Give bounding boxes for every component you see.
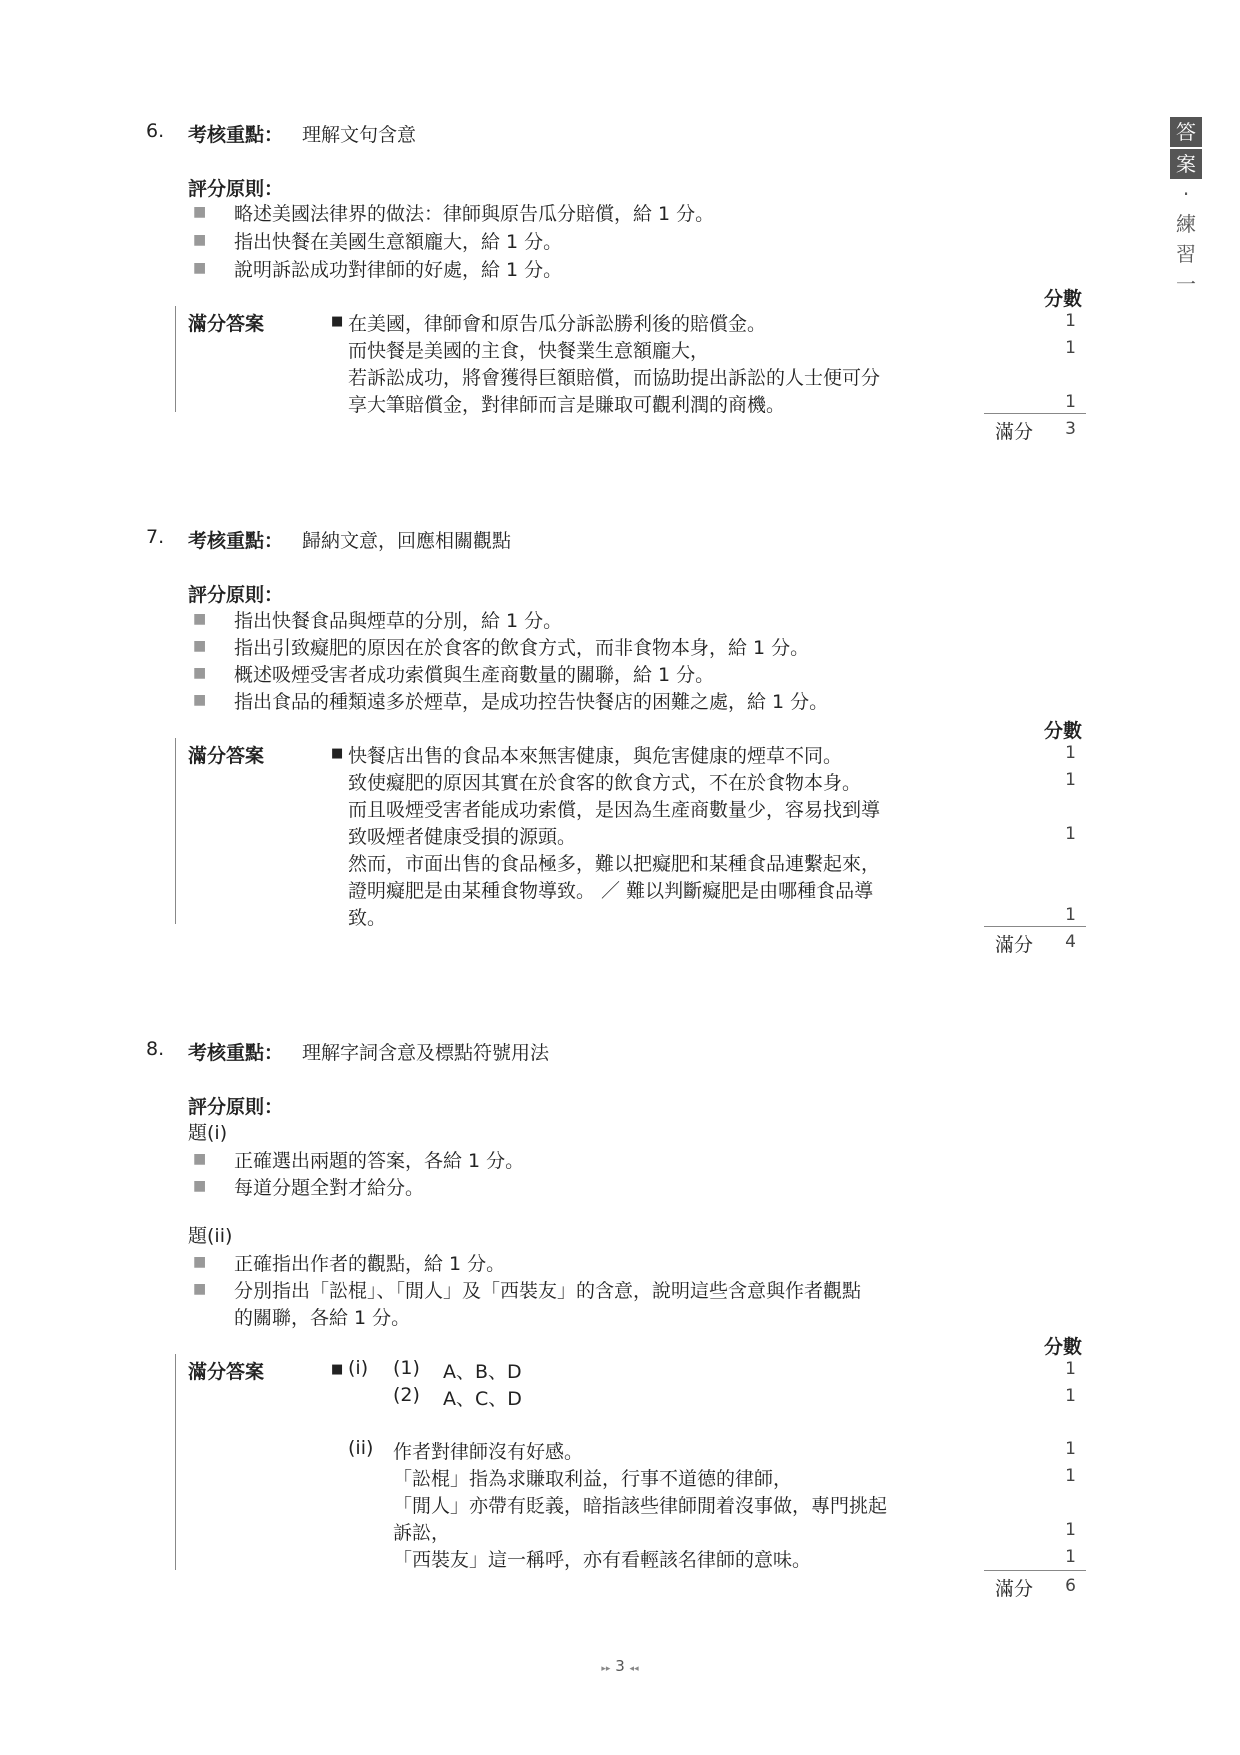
focus-text: 歸納文意，回應相關觀點 [302, 530, 512, 552]
principle-item: 概述吸煙受害者成功索償與生產商數量的關聯，給 1 分。 [234, 664, 715, 686]
answer-line: 致使癡肥的原因其實在於食客的飲食方式，不在於食物本身。 [348, 772, 862, 794]
bullet-icon: ■ [193, 1254, 207, 1270]
score-value: 1 [1065, 905, 1076, 925]
answer-line: 而快餐是美國的主食，快餐業生意額龐大， [348, 340, 710, 362]
score-value: 1 [1065, 311, 1076, 331]
principle-item: 分別指出「訟棍」、「閒人」及「西裝友」的含意，說明這些含意與作者觀點 [234, 1280, 862, 1302]
answer-line: 快餐店出售的食品本來無害健康，與危害健康的煙草不同。 [348, 745, 843, 767]
question-number: 7. [146, 526, 165, 548]
side-tab-char: 練 [1176, 212, 1196, 236]
bullet-icon: ■ [193, 260, 207, 276]
principle-item: 略述美國法律界的做法：律師與原告瓜分賠償，給 1 分。 [234, 203, 715, 225]
sub-question-label: 題(i) [188, 1122, 228, 1144]
page-number: 3 [615, 1657, 625, 1675]
answer-label: 滿分答案 [188, 1361, 265, 1383]
answer-bullet-icon: ■ [331, 1362, 344, 1377]
page-footer [596, 1657, 644, 1675]
total-label: 滿分 [995, 934, 1034, 956]
bullet-icon: ■ [193, 665, 207, 681]
focus-label: 考核重點： [188, 1042, 284, 1064]
side-tab-char: 一 [1176, 272, 1196, 296]
total-rule [984, 413, 1086, 414]
answer-rule [175, 738, 176, 924]
principle-label: 評分原則： [188, 178, 284, 200]
answer-line: 享大筆賠償金，對律師而言是賺取可觀利潤的商機。 [348, 394, 786, 416]
item-label: (2) [393, 1384, 420, 1406]
answer-line: 若訴訟成功，將會獲得巨額賠償，而協助提出訴訟的人士便可分 [348, 367, 881, 389]
item-label: (1) [393, 1357, 420, 1379]
side-tab [1168, 117, 1204, 299]
answer-line: 而且吸煙受害者能成功索償，是因為生產商數量少，容易找到導 [348, 799, 881, 821]
answer-line: 致。 [348, 907, 387, 929]
arrow-right-icon: ▸▸ [601, 1664, 611, 1674]
score-value: 1 [1065, 338, 1076, 358]
answer-line: 「西裝友」這一稱呼，亦有看輕該名律師的意味。 [393, 1549, 812, 1571]
principle-item: 指出快餐食品與煙草的分別，給 1 分。 [234, 610, 563, 632]
principle-item: 說明訴訟成功對律師的好處，給 1 分。 [234, 259, 563, 281]
part-label: (ii) [348, 1437, 374, 1459]
question-number: 6. [146, 120, 165, 142]
answer-line: 「閒人」亦帶有貶義，暗指該些律師閒着沒事做，專門挑起 [393, 1495, 888, 1517]
total-value: 6 [1065, 1576, 1076, 1596]
bullet-icon: ■ [193, 1151, 207, 1167]
bullet-icon: ■ [193, 611, 207, 627]
total-label: 滿分 [995, 421, 1034, 443]
score-value: 1 [1065, 1547, 1076, 1567]
principle-item: 的關聯，各給 1 分。 [234, 1307, 411, 1329]
total-label: 滿分 [995, 1578, 1034, 1600]
total-rule [984, 926, 1086, 927]
score-header: 分數 [1044, 1336, 1083, 1358]
principle-label: 評分原則： [188, 584, 284, 606]
side-tab-char: 習 [1176, 242, 1196, 266]
score-value: 1 [1065, 1386, 1076, 1406]
arrow-left-icon: ◂◂ [629, 1664, 639, 1674]
principle-item: 指出食品的種類遠多於煙草，是成功控告快餐店的困難之處，給 1 分。 [234, 691, 829, 713]
principle-item: 正確指出作者的觀點，給 1 分。 [234, 1253, 506, 1275]
score-value: 1 [1065, 1359, 1076, 1379]
total-value: 4 [1065, 932, 1076, 952]
total-rule [984, 1570, 1086, 1571]
side-tab-char: 答 [1170, 117, 1202, 147]
side-tab-char: 案 [1170, 149, 1202, 179]
answer-bullet-icon: ■ [331, 314, 344, 329]
score-value: 1 [1065, 824, 1076, 844]
score-value: 1 [1065, 1466, 1076, 1486]
answer-line: 「訟棍」指為求賺取利益，行事不道德的律師， [393, 1468, 793, 1490]
principle-item: 每道分題全對才給分。 [234, 1177, 425, 1199]
answer-label: 滿分答案 [188, 313, 265, 335]
answer-rule [175, 306, 176, 412]
focus-text: 理解文句含意 [302, 124, 417, 146]
answer-line: 然而，市面出售的食品極多，難以把癡肥和某種食品連繫起來， [348, 853, 881, 875]
focus-label: 考核重點： [188, 530, 284, 552]
answer-rule [175, 1354, 176, 1570]
bullet-icon: ■ [193, 232, 207, 248]
answer-choice: A、B、D [443, 1361, 522, 1383]
bullet-icon: ■ [193, 638, 207, 654]
bullet-icon: ■ [193, 204, 207, 220]
principle-item: 指出引致癡肥的原因在於食客的飲食方式，而非食物本身，給 1 分。 [234, 637, 810, 659]
principle-item: 指出快餐在美國生意額龐大，給 1 分。 [234, 231, 563, 253]
score-header: 分數 [1044, 288, 1083, 310]
bullet-icon: ■ [193, 1178, 207, 1194]
focus-label: 考核重點： [188, 124, 284, 146]
principle-item: 正確選出兩題的答案，各給 1 分。 [234, 1150, 525, 1172]
score-value: 1 [1065, 770, 1076, 790]
score-header: 分數 [1044, 720, 1083, 742]
answer-line: 在美國，律師會和原告瓜分訴訟勝利後的賠償金。 [348, 313, 767, 335]
score-value: 1 [1065, 1439, 1076, 1459]
bullet-icon: ■ [193, 692, 207, 708]
answer-bullet-icon: ■ [331, 746, 344, 761]
answer-line: 作者對律師沒有好感。 [393, 1441, 584, 1463]
answer-choice: A、C、D [443, 1388, 522, 1410]
answer-label: 滿分答案 [188, 745, 265, 767]
principle-label: 評分原則： [188, 1096, 284, 1118]
part-label: (i) [348, 1357, 369, 1379]
sub-question-label: 題(ii) [188, 1225, 233, 1247]
answer-line: 致吸煙者健康受損的源頭。 [348, 826, 577, 848]
answer-line: 訴訟， [393, 1522, 451, 1544]
score-value: 1 [1065, 1520, 1076, 1540]
total-value: 3 [1065, 419, 1076, 439]
question-number: 8. [146, 1038, 165, 1060]
bullet-icon: ■ [193, 1281, 207, 1297]
focus-text: 理解字詞含意及標點符號用法 [302, 1042, 550, 1064]
score-value: 1 [1065, 743, 1076, 763]
score-value: 1 [1065, 392, 1076, 412]
answer-line: 證明癡肥是由某種食物導致。 ／ 難以判斷癡肥是由哪種食品導 [348, 880, 874, 902]
side-tab-dot: · [1182, 182, 1190, 206]
